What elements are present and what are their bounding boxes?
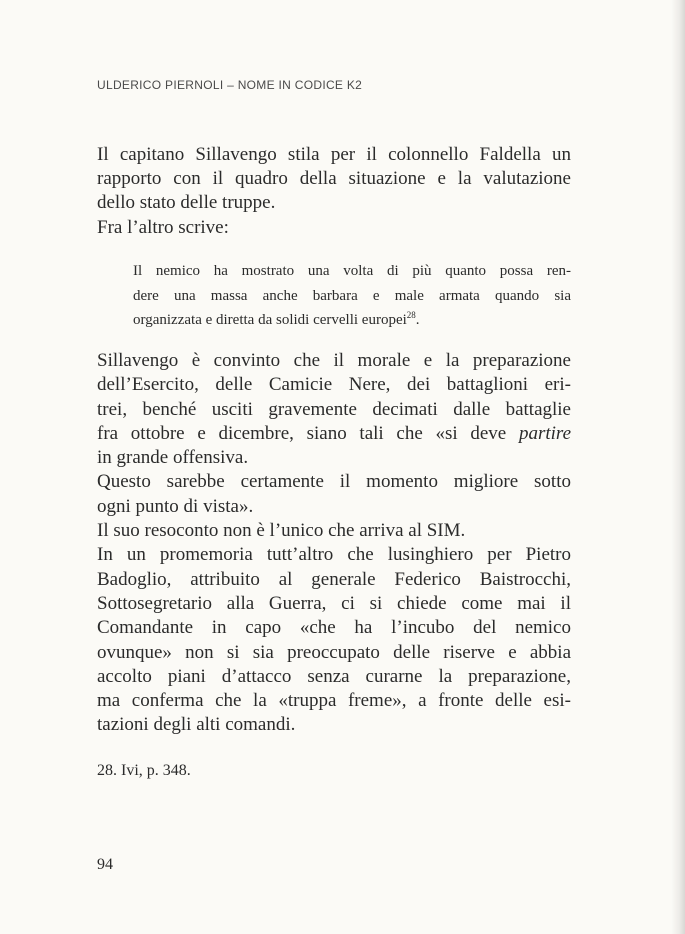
- page-edge-shadow: [671, 0, 685, 934]
- text-line: Questo sarebbe certamente il momento migliore sotto: [97, 471, 571, 493]
- text-fragment: fra ottobre e dicembre, siano tali che «si deve: [97, 422, 507, 444]
- footnote-reference: 28: [406, 310, 416, 320]
- text-line: ogni punto di vista».: [97, 495, 254, 517]
- italic-word: partire: [518, 422, 572, 444]
- page-number: 94: [97, 856, 113, 873]
- text-line: in grande offensiva.: [97, 447, 249, 469]
- text-line: dello stato delle truppe.: [97, 192, 276, 214]
- footnote: 28. Ivi, p. 348.: [97, 762, 191, 779]
- text-line: ma conferma che la «truppa freme», a fronte delle esi-: [97, 690, 571, 712]
- text-line: trei, benché usciti gravemente decimati dalle battaglie: [97, 398, 571, 420]
- text-line: ovunque» non si sia preoccupato delle riserve e abbia: [97, 641, 571, 663]
- paragraph-1: [97, 143, 571, 240]
- text-line: accolto piani d’attacco senza curarne la preparazione,: [97, 665, 571, 687]
- quote-end-punct: .: [415, 312, 420, 328]
- text-line: Sottosegretario alla Guerra, ci si chiede come mai il: [97, 592, 571, 614]
- text-line: In un promemoria tutt’altro che lusinghiero per Pietro: [97, 544, 571, 566]
- text-line: Fra l’altro scrive:: [97, 216, 229, 238]
- text-line: Il suo resoconto non è l’unico che arriva al SIM.: [97, 520, 466, 542]
- text-line: [97, 422, 571, 446]
- quote-line: [133, 308, 571, 333]
- paragraph-2: [97, 349, 571, 738]
- text-line: Badoglio, attribuito al generale Federico Baistrocchi,: [97, 568, 571, 590]
- running-head: ULDERICO PIERNOLI – NOME IN CODICE K2: [97, 78, 363, 92]
- text-line: rapporto con il quadro della situazione e la valutazione: [97, 168, 571, 190]
- text-line: Comandante in capo «che ha l’incubo del nemico: [97, 617, 571, 639]
- block-quote: [133, 259, 571, 333]
- quote-line: Il nemico ha mostrato una volta di più quanto possa ren-: [133, 263, 571, 279]
- quote-last-text: organizzata e diretta da solidi cervelli europei: [133, 312, 407, 328]
- quote-line: dere una massa anche barbara e male armata quando sia: [133, 287, 571, 304]
- text-line: dell’Esercito, delle Camicie Nere, dei battaglioni eri-: [97, 374, 571, 396]
- text-line: Il capitano Sillavengo stila per il colonnello Faldella un: [97, 144, 571, 165]
- text-line: tazioni degli alti comandi.: [97, 714, 296, 736]
- text-line: Sillavengo è convinto che il morale e la preparazione: [97, 350, 571, 371]
